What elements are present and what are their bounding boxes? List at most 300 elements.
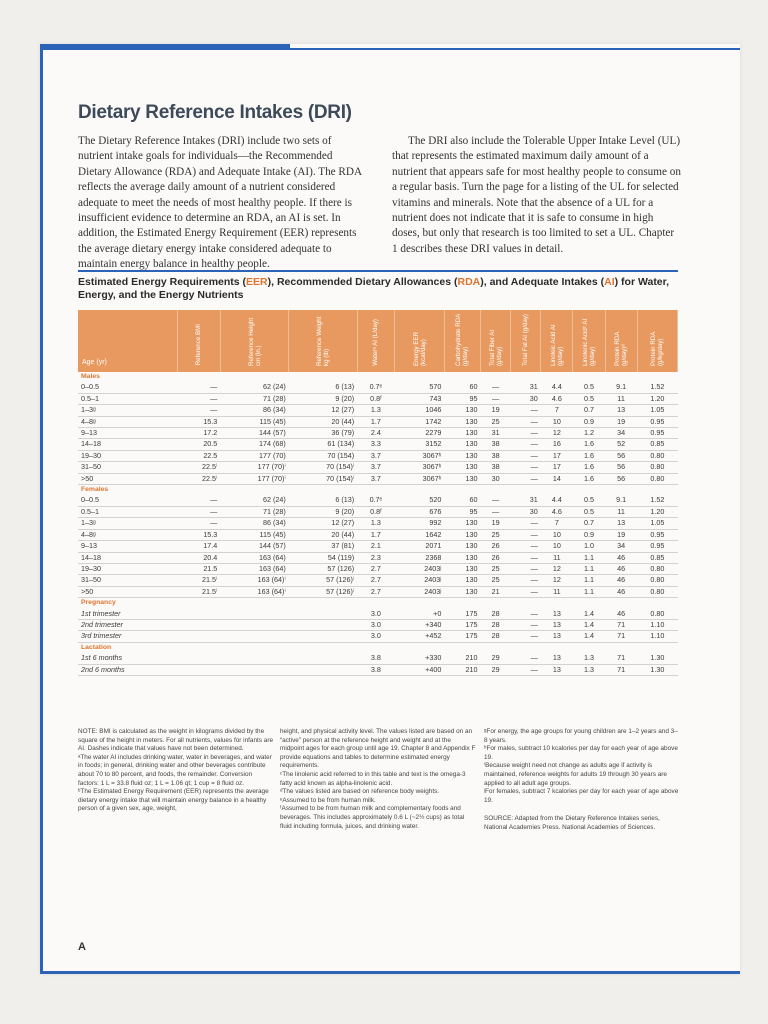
table-cell: 60 bbox=[444, 382, 480, 393]
table-cell: 2403ʲ bbox=[395, 563, 445, 574]
table-cell: — bbox=[481, 393, 511, 404]
column-header-label: Reference Weight kg (lb) bbox=[315, 316, 330, 366]
table-cell: 1.6 bbox=[573, 473, 605, 484]
group-header-row bbox=[78, 598, 678, 609]
table-cell: 130 bbox=[444, 473, 480, 484]
table-cell bbox=[220, 631, 288, 642]
table-cell: 0.7ᵉ bbox=[357, 495, 395, 506]
table-cell: 22.5ⁱ bbox=[178, 473, 221, 484]
table-cell: +400 bbox=[395, 664, 445, 675]
footnotes-column-3 bbox=[484, 728, 680, 833]
table-cell: 46 bbox=[605, 609, 637, 620]
table-cell: 1.3 bbox=[357, 518, 395, 529]
table-cell bbox=[289, 664, 357, 675]
table-cell: 1.3 bbox=[357, 405, 395, 416]
table-cell: 17.2 bbox=[178, 428, 221, 439]
table-cell: 22.5 bbox=[178, 450, 221, 461]
table-cell: 3.7 bbox=[357, 450, 395, 461]
table-cell: — bbox=[511, 631, 541, 642]
table-cell: 56 bbox=[605, 473, 637, 484]
age-cell: 0.5–1 bbox=[78, 506, 178, 517]
table-cell: 1.2 bbox=[573, 428, 605, 439]
group-header-row bbox=[78, 642, 678, 653]
table-cell: 3067ʰ bbox=[395, 473, 445, 484]
table-cell: 25 bbox=[481, 575, 511, 586]
column-header bbox=[605, 310, 637, 372]
age-cell: 19–30 bbox=[78, 450, 178, 461]
table-cell bbox=[289, 619, 357, 630]
table-cell: — bbox=[511, 664, 541, 675]
table-cell: 3152 bbox=[395, 439, 445, 450]
footnotes-column-2 bbox=[280, 728, 476, 831]
age-cell: >50 bbox=[78, 473, 178, 484]
table-row bbox=[78, 541, 678, 552]
age-cell: 0–0.5 bbox=[78, 495, 178, 506]
table-cell: 0.80 bbox=[637, 563, 677, 574]
table-cell: +340 bbox=[395, 619, 445, 630]
table-cell: 21 bbox=[481, 586, 511, 597]
table-row bbox=[78, 518, 678, 529]
table-cell: 34 bbox=[605, 541, 637, 552]
table-cell: 28 bbox=[481, 619, 511, 630]
table-cell: 12 bbox=[541, 563, 573, 574]
table-cell: 4.6 bbox=[541, 393, 573, 404]
table-cell: 2368 bbox=[395, 552, 445, 563]
table-cell: 0.5 bbox=[573, 393, 605, 404]
footnote: NOTE: BMI is calculated as the weight in kilograms divided by the square of the height in meters. For all nutrients, values for infants are AI. Dashes indicate that values have not been determined. bbox=[78, 728, 274, 753]
table-cell: 9.1 bbox=[605, 495, 637, 506]
table-cell bbox=[289, 609, 357, 620]
top-rule-thick bbox=[40, 44, 290, 50]
table-cell: 992 bbox=[395, 518, 445, 529]
column-header bbox=[511, 310, 541, 372]
column-header-label: Carbohydrate RDA (g/day) bbox=[455, 313, 470, 366]
table-cell: 2.3 bbox=[357, 552, 395, 563]
column-header bbox=[395, 310, 445, 372]
table-cell: 11 bbox=[605, 506, 637, 517]
table-cell: 71 (28) bbox=[220, 506, 288, 517]
column-header bbox=[289, 310, 357, 372]
table-cell: 38 bbox=[481, 462, 511, 473]
column-header bbox=[481, 310, 511, 372]
table-cell: 11 bbox=[541, 552, 573, 563]
table-cell: — bbox=[481, 382, 511, 393]
age-cell: 0–0.5 bbox=[78, 382, 178, 393]
table-cell bbox=[220, 619, 288, 630]
table-cell: 37 (81) bbox=[289, 541, 357, 552]
table-cell: — bbox=[178, 405, 221, 416]
table-cell: 130 bbox=[444, 563, 480, 574]
table-cell: 1.1 bbox=[573, 552, 605, 563]
table-cell: 175 bbox=[444, 609, 480, 620]
table-row bbox=[78, 462, 678, 473]
table-cell: 13 bbox=[541, 631, 573, 642]
table-cell: 57 (126)ⁱ bbox=[289, 575, 357, 586]
table-cell: 29 bbox=[481, 653, 511, 664]
table-cell: 1.3 bbox=[573, 653, 605, 664]
column-header bbox=[637, 310, 677, 372]
age-cell: 2nd 6 months bbox=[78, 664, 178, 675]
table-title: Estimated Energy Requirements (EER), Recommended Dietary Allowances (RDA), and Adequate Intakes (AI) for Water, Energy, and the Energy Nutrients bbox=[78, 276, 670, 301]
table-row bbox=[78, 416, 678, 427]
table-cell: 174 (68) bbox=[220, 439, 288, 450]
table-cell bbox=[178, 653, 221, 664]
table-cell: 163 (64)ⁱ bbox=[220, 586, 288, 597]
table-cell: 163 (64)ⁱ bbox=[220, 575, 288, 586]
table-cell: 130 bbox=[444, 529, 480, 540]
table-cell: 1.1 bbox=[573, 563, 605, 574]
table-cell: 95 bbox=[444, 393, 480, 404]
column-header bbox=[220, 310, 288, 372]
group-label: Females bbox=[81, 486, 109, 494]
table-cell: — bbox=[511, 416, 541, 427]
table-cell: 7 bbox=[541, 405, 573, 416]
table-cell: — bbox=[178, 495, 221, 506]
table-cell: 1.6 bbox=[573, 462, 605, 473]
table-cell bbox=[220, 609, 288, 620]
column-header-label: Reference Height cm (in.) bbox=[247, 317, 262, 366]
intro-right-column bbox=[392, 134, 682, 257]
age-cell: >50 bbox=[78, 586, 178, 597]
table-cell: 1.6 bbox=[573, 450, 605, 461]
table-cell: 3.3 bbox=[357, 439, 395, 450]
age-cell: 2nd trimester bbox=[78, 619, 178, 630]
table-cell: 17 bbox=[541, 462, 573, 473]
table-cell: +452 bbox=[395, 631, 445, 642]
table-cell: 0.9 bbox=[573, 529, 605, 540]
table-cell bbox=[178, 631, 221, 642]
table-row bbox=[78, 575, 678, 586]
table-cell: 20 (44) bbox=[289, 529, 357, 540]
table-cell: 175 bbox=[444, 631, 480, 642]
table-cell: 46 bbox=[605, 563, 637, 574]
table-cell: 46 bbox=[605, 552, 637, 563]
table-cell: 9 (20) bbox=[289, 393, 357, 404]
table-cell: 0.8ᶠ bbox=[357, 393, 395, 404]
table-cell: 177 (70)ⁱ bbox=[220, 473, 288, 484]
table-cell: 16 bbox=[541, 439, 573, 450]
table-cell: 210 bbox=[444, 653, 480, 664]
table-cell: 86 (34) bbox=[220, 518, 288, 529]
table-cell: 25 bbox=[481, 529, 511, 540]
table-cell: 163 (64) bbox=[220, 552, 288, 563]
table-cell: — bbox=[178, 393, 221, 404]
table-cell: — bbox=[511, 439, 541, 450]
table-cell: 13 bbox=[605, 518, 637, 529]
table-cell: 130 bbox=[444, 552, 480, 563]
footnotes-column-1 bbox=[78, 728, 274, 814]
table-cell: 38 bbox=[481, 450, 511, 461]
table-cell: 0.5 bbox=[573, 382, 605, 393]
table-cell bbox=[178, 609, 221, 620]
age-cell: 9–13 bbox=[78, 428, 178, 439]
table-cell: — bbox=[511, 552, 541, 563]
table-cell: 1.20 bbox=[637, 393, 677, 404]
group-label: Pregnancy bbox=[81, 599, 116, 607]
table-cell: 15.3 bbox=[178, 416, 221, 427]
table-cell bbox=[289, 631, 357, 642]
table-cell: 3.7 bbox=[357, 473, 395, 484]
table-cell: 130 bbox=[444, 450, 480, 461]
table-cell: 177 (70)ⁱ bbox=[220, 462, 288, 473]
table-cell: 0.95 bbox=[637, 529, 677, 540]
table-cell: 0.9 bbox=[573, 416, 605, 427]
table-cell: 12 bbox=[541, 428, 573, 439]
footnote: height, and physical activity level. The values listed are based on an “active” person at the reference height and weight and at the midpoint ages for each group until age 19. Chapter 8 and Appendix F provide equations and tables to determine estimated energy requirements. bbox=[280, 728, 476, 770]
table-cell: 1.1 bbox=[573, 575, 605, 586]
table-cell: 4.4 bbox=[541, 382, 573, 393]
table-cell: 56 bbox=[605, 462, 637, 473]
table-cell: 3.8 bbox=[357, 664, 395, 675]
table-cell: 60 bbox=[444, 495, 480, 506]
table-cell: 11 bbox=[541, 586, 573, 597]
table-cell: 57 (126)ⁱ bbox=[289, 586, 357, 597]
table-cell: 3.0 bbox=[357, 609, 395, 620]
table-cell: 115 (45) bbox=[220, 529, 288, 540]
table-cell: 62 (24) bbox=[220, 495, 288, 506]
footnote: ʰFor males, subtract 10 kcalories per day for each year of age above 19. bbox=[484, 745, 678, 761]
table-cell: 130 bbox=[444, 462, 480, 473]
table-cell: 0.80 bbox=[637, 462, 677, 473]
table-cell: — bbox=[511, 473, 541, 484]
table-row bbox=[78, 439, 678, 450]
table-cell: — bbox=[511, 405, 541, 416]
table-cell: 13 bbox=[541, 653, 573, 664]
table-cell: — bbox=[511, 462, 541, 473]
table-cell bbox=[220, 664, 288, 675]
table-cell: 1.4 bbox=[573, 631, 605, 642]
table-row bbox=[78, 428, 678, 439]
table-cell: 0.80 bbox=[637, 450, 677, 461]
table-cell: — bbox=[511, 619, 541, 630]
table-row bbox=[78, 405, 678, 416]
table-cell: 70 (154)ⁱ bbox=[289, 462, 357, 473]
table-cell bbox=[178, 664, 221, 675]
footnote: ᶜThe linolenic acid referred to in this table and text is the omega-3 fatty acid known as alpha-linolenic acid. bbox=[280, 770, 466, 787]
table-cell: 52 bbox=[605, 439, 637, 450]
table-cell: 130 bbox=[444, 541, 480, 552]
table-cell: 31 bbox=[481, 428, 511, 439]
table-cell: 1642 bbox=[395, 529, 445, 540]
intro-paragraph-2: The DRI also include the Tolerable Upper Intake Level (UL) that represents the estimated maximum daily amount of a nutrient that appears safe for most healthy people to consume on a regular basis. Turn the page for a listing of the UL for selected vitamins and minerals. Note that the absence of a UL for a nutrient does not indicate that it is safe to consume in high doses, but only that research is too limited to set a UL. Chapter 1 describes these DRI values in detail. bbox=[392, 135, 681, 255]
table-cell: +330 bbox=[395, 653, 445, 664]
table-cell: 2403ʲ bbox=[395, 586, 445, 597]
age-cell: 31–50 bbox=[78, 575, 178, 586]
table-cell: 1.05 bbox=[637, 405, 677, 416]
column-header-label: Total Fiber AI (g/day) bbox=[488, 329, 503, 366]
section-rule bbox=[78, 270, 678, 272]
table-cell: 0.95 bbox=[637, 541, 677, 552]
table-cell: 34 bbox=[605, 428, 637, 439]
footnote: ᵍFor energy, the age groups for young children are 1–2 years and 3–8 years. bbox=[484, 728, 678, 744]
table-cell: — bbox=[511, 541, 541, 552]
table-cell: 3.7 bbox=[357, 462, 395, 473]
table-cell: 1.52 bbox=[637, 382, 677, 393]
table-cell: 46 bbox=[605, 575, 637, 586]
table-cell: 1.6 bbox=[573, 439, 605, 450]
source-note: SOURCE: Adapted from the Dietary Reference Intakes series, National Academies Press. National Academies of Sciences. bbox=[484, 815, 660, 831]
table-cell: 0.5 bbox=[573, 506, 605, 517]
table-cell: 28 bbox=[481, 631, 511, 642]
dri-table bbox=[78, 310, 678, 676]
intro-paragraph-1: The Dietary Reference Intakes (DRI) include two sets of nutrient intake goals for individuals—the Recommended Dietary Allowance (RDA) and Adequate Intake (AI). The RDA reflects the average daily amount of a nutrient considered adequate to meet the needs of most healthy people. If there is insufficient evidence to determine an RDA, an AI is set. In addition, the Estimated Energy Requirement (EER) represents the average dietary energy intake considered adequate to maintain energy balance in healthy people. bbox=[78, 135, 362, 271]
table-cell: 0.95 bbox=[637, 428, 677, 439]
table-cell: 144 (57) bbox=[220, 428, 288, 439]
age-cell: 19–30 bbox=[78, 563, 178, 574]
table-cell: 130 bbox=[444, 405, 480, 416]
table-cell: 21.5ⁱ bbox=[178, 575, 221, 586]
age-cell: 1st 6 months bbox=[78, 653, 178, 664]
table-cell: 12 (27) bbox=[289, 518, 357, 529]
table-cell: 71 bbox=[605, 653, 637, 664]
table-cell: 1.30 bbox=[637, 664, 677, 675]
group-label: Males bbox=[81, 373, 100, 380]
table-header-row bbox=[78, 310, 678, 372]
footnote: ᶠAssumed to be from human milk and complementary foods and beverages. This includes approximately 0.6 L (~2½ cups) as total fluid including formula, juices, and drinking water. bbox=[280, 805, 465, 830]
table-cell: 2.4 bbox=[357, 428, 395, 439]
table-cell: 28 bbox=[481, 609, 511, 620]
column-header bbox=[541, 310, 573, 372]
table-cell: 2071 bbox=[395, 541, 445, 552]
column-header-label: Protein RDA (g/kg/day) bbox=[650, 331, 665, 366]
table-cell: 130 bbox=[444, 416, 480, 427]
table-cell: 163 (64) bbox=[220, 563, 288, 574]
table-cell: 0.80 bbox=[637, 575, 677, 586]
table-cell: 31 bbox=[511, 382, 541, 393]
intro-left-column bbox=[78, 134, 368, 273]
table-cell: 10 bbox=[541, 541, 573, 552]
table-cell: 1.20 bbox=[637, 506, 677, 517]
table-cell: — bbox=[511, 586, 541, 597]
table-cell: 30 bbox=[511, 506, 541, 517]
table-cell: 20.4 bbox=[178, 552, 221, 563]
table-row bbox=[78, 653, 678, 664]
table-cell: 1.52 bbox=[637, 495, 677, 506]
group-label: Lactation bbox=[81, 643, 112, 651]
table-cell: 4.4 bbox=[541, 495, 573, 506]
table-cell: 1742 bbox=[395, 416, 445, 427]
table-cell: 0.80 bbox=[637, 609, 677, 620]
group-header-row bbox=[78, 372, 678, 382]
footnote: ᵈThe values listed are based on reference body weights. bbox=[280, 788, 440, 796]
table-cell: 130 bbox=[444, 586, 480, 597]
table-cell: 71 bbox=[605, 664, 637, 675]
table-cell: 3067ʰ bbox=[395, 450, 445, 461]
table-cell bbox=[220, 653, 288, 664]
table-cell: 1.3 bbox=[573, 664, 605, 675]
age-cell: 14–18 bbox=[78, 552, 178, 563]
table-cell: 2.7 bbox=[357, 563, 395, 574]
age-cell: 9–13 bbox=[78, 541, 178, 552]
page-letter: A bbox=[78, 941, 86, 953]
table-cell: 0.95 bbox=[637, 416, 677, 427]
table-cell: 31 bbox=[511, 495, 541, 506]
table-cell: 19 bbox=[605, 529, 637, 540]
table-cell: — bbox=[511, 529, 541, 540]
table-cell: 54 (119) bbox=[289, 552, 357, 563]
table-row bbox=[78, 552, 678, 563]
table-cell: 13 bbox=[541, 664, 573, 675]
table-cell: 25 bbox=[481, 416, 511, 427]
table-cell: 13 bbox=[605, 405, 637, 416]
table-cell bbox=[178, 619, 221, 630]
bottom-rule bbox=[40, 971, 740, 974]
table-cell: 6 (13) bbox=[289, 382, 357, 393]
table-row bbox=[78, 450, 678, 461]
table-cell: 115 (45) bbox=[220, 416, 288, 427]
table-cell: 46 bbox=[605, 586, 637, 597]
table-cell: 13 bbox=[541, 619, 573, 630]
table-cell: 71 bbox=[605, 631, 637, 642]
footnote: ᵉAssumed to be from human milk. bbox=[280, 796, 376, 804]
age-cell: 0.5–1 bbox=[78, 393, 178, 404]
table-cell: — bbox=[178, 506, 221, 517]
table-cell: 1046 bbox=[395, 405, 445, 416]
table-cell: 26 bbox=[481, 541, 511, 552]
table-row bbox=[78, 619, 678, 630]
table-cell: 0.7ᵉ bbox=[357, 382, 395, 393]
table-cell: 144 (57) bbox=[220, 541, 288, 552]
table-cell: 3067ʰ bbox=[395, 462, 445, 473]
table-cell: 3.0 bbox=[357, 631, 395, 642]
table-cell bbox=[289, 653, 357, 664]
table-cell: 570 bbox=[395, 382, 445, 393]
table-cell: — bbox=[511, 575, 541, 586]
table-cell: 1.4 bbox=[573, 609, 605, 620]
table-cell: 743 bbox=[395, 393, 445, 404]
table-cell: 130 bbox=[444, 439, 480, 450]
table-cell: 10 bbox=[541, 416, 573, 427]
table-cell: 1.7 bbox=[357, 416, 395, 427]
table-cell: 2403ʲ bbox=[395, 575, 445, 586]
table-cell: 130 bbox=[444, 428, 480, 439]
table-cell: — bbox=[178, 518, 221, 529]
table-cell: 20.5 bbox=[178, 439, 221, 450]
table-cell: — bbox=[511, 428, 541, 439]
column-header bbox=[178, 310, 221, 372]
table-cell: 0.5 bbox=[573, 495, 605, 506]
table-cell: 70 (154) bbox=[289, 450, 357, 461]
table-cell: 13 bbox=[541, 609, 573, 620]
table-cell: 15.3 bbox=[178, 529, 221, 540]
footnote: ⁱBecause weight need not change as adults age if activity is maintained, reference weights for adults 19 through 30 years are applied to all adult age groups. bbox=[484, 762, 667, 787]
table-cell: 38 bbox=[481, 439, 511, 450]
rda-abbrev: RDA bbox=[457, 276, 481, 288]
column-header-label: Linoleic Acid AI (g/day) bbox=[549, 323, 564, 366]
table-cell: 4.6 bbox=[541, 506, 573, 517]
table-cell: — bbox=[481, 495, 511, 506]
table-cell: 2.7 bbox=[357, 586, 395, 597]
table-cell: 1.30 bbox=[637, 653, 677, 664]
table-body bbox=[78, 372, 678, 675]
table-cell: 0.7 bbox=[573, 518, 605, 529]
table-cell: 56 bbox=[605, 450, 637, 461]
age-cell: 4–8ᵍ bbox=[78, 529, 178, 540]
table-cell: 95 bbox=[444, 506, 480, 517]
eer-abbrev: EER bbox=[246, 276, 268, 288]
table-cell: 2279 bbox=[395, 428, 445, 439]
age-cell: 14–18 bbox=[78, 439, 178, 450]
table-cell: 30 bbox=[511, 393, 541, 404]
table-cell: 1.7 bbox=[357, 529, 395, 540]
table-cell: 1.0 bbox=[573, 541, 605, 552]
table-row bbox=[78, 664, 678, 675]
table-cell: — bbox=[178, 382, 221, 393]
table-cell: 0.7 bbox=[573, 405, 605, 416]
table-cell: 6 (13) bbox=[289, 495, 357, 506]
table-cell: — bbox=[511, 609, 541, 620]
table-cell: 0.80 bbox=[637, 473, 677, 484]
